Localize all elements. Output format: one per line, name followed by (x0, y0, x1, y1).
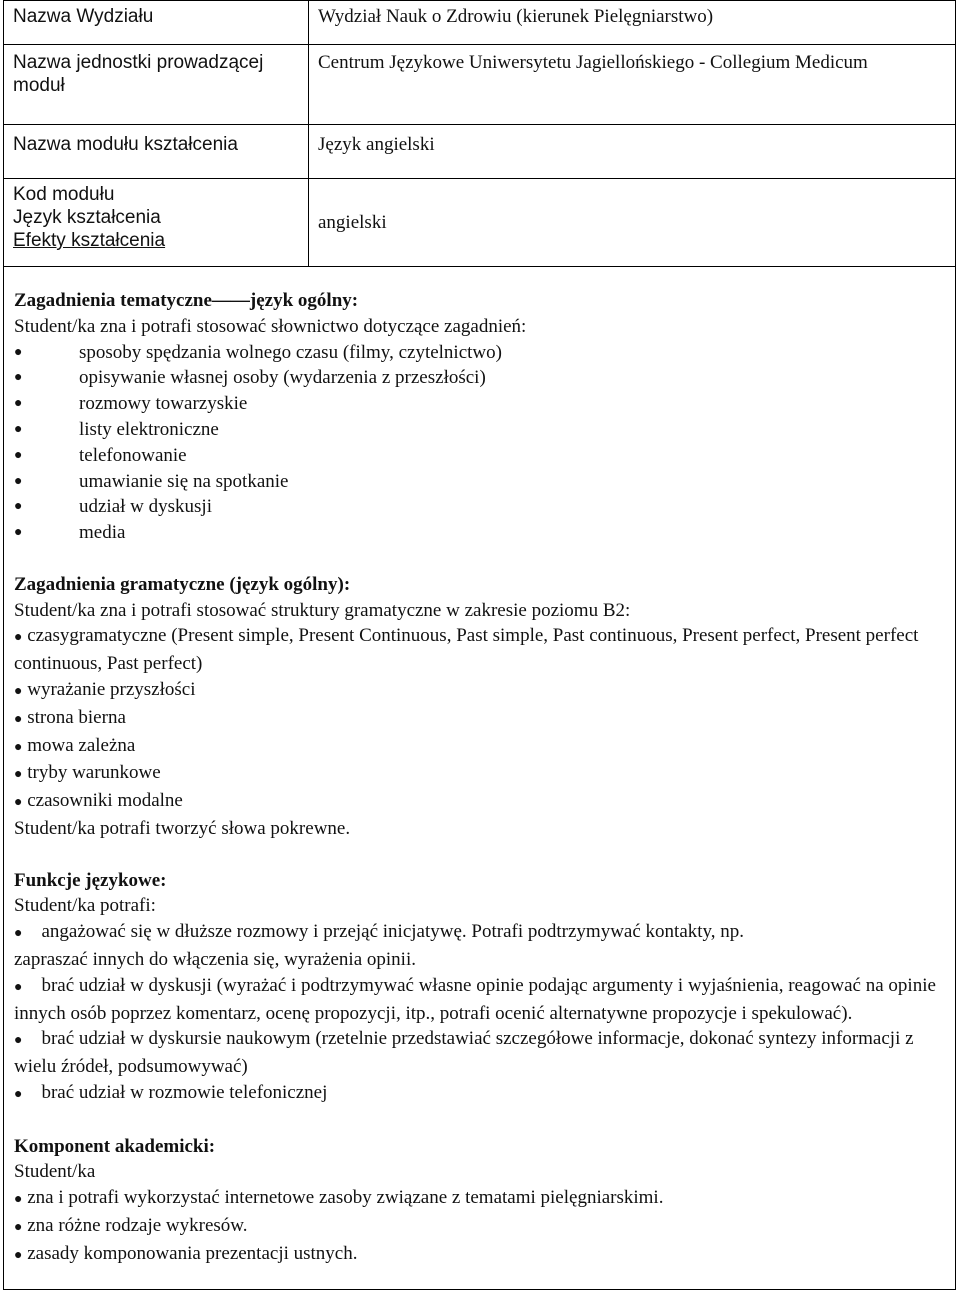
bullet-icon: ● (14, 396, 23, 412)
list-item-text: zna i potrafi wykorzystać internetowe zasoby związane z tematami pielęgniarskimi. (27, 1187, 664, 1209)
list-item (14, 677, 939, 705)
list-item-text: opisywanie własnej osoby (wydarzenia z przeszłości) (79, 367, 486, 389)
thematic-heading-part-b: język ogólny: (249, 290, 359, 311)
bullet-icon: ● (14, 344, 23, 360)
bullet-icon: ● (14, 1192, 23, 1208)
bullet-icon: ● (14, 1247, 23, 1263)
academic-heading: Komponent akademicki: (14, 1135, 216, 1157)
table-row (4, 1, 956, 45)
bullet-icon: ● (14, 525, 23, 541)
language-label: Język kształcenia (13, 207, 161, 228)
learning-outcomes-label: Efekty kształcenia (13, 230, 166, 251)
code-language-outcomes-label (4, 179, 309, 267)
list-item-text: mowa zależna (27, 734, 136, 756)
spacer (14, 1108, 939, 1134)
bullet-icon: ● (14, 795, 23, 811)
list-item-text: listy elektroniczne (79, 418, 219, 440)
grammar-intro: Student/ka zna i potrafi stosować struktury gramatyczne w zakresie poziomu B2: (14, 599, 631, 621)
table-row (4, 125, 956, 179)
bullet-icon: ● (14, 739, 23, 755)
list-item-text: media (79, 522, 126, 544)
list-item (14, 623, 939, 677)
list-item-text: angażować się w dłuższe rozmowy i przejąć inicjatywę. Potrafi podtrzymywać kontakty, np. (41, 921, 745, 943)
list-item-text: telefonowanie (79, 444, 187, 466)
list-item-text: czasygramatyczne (Present simple, Present Continuous, Past simple, Past continuous, Present perfect, Present perfect continuous, Past perfect) (14, 625, 919, 675)
list-item (14, 417, 939, 443)
thematic-heading: Zagadnienia tematyczne——język ogólny: (14, 290, 359, 311)
list-item (14, 1080, 939, 1108)
list-item (14, 443, 939, 469)
list-item (14, 973, 939, 1027)
list-item-text: brać udział w dyskursie naukowym (rzetelnie przedstawiać szczegółowe informacje, dokonać syntezy informacji z wielu źródeł, podsumowywać) (14, 1028, 914, 1078)
table-row (4, 45, 956, 125)
list-item-text: zasady komponowania prezentacji ustnych. (27, 1242, 358, 1264)
functions-heading: Funkcje językowe: (14, 869, 167, 891)
list-item-text: rozmowy towarzyskie (79, 393, 248, 415)
faculty-value: Wydział Nauk o Zdrowiu (kierunek Pielęgniarstwo) (309, 1, 956, 45)
bullet-icon: ● (14, 630, 23, 646)
list-item-text: zna różne rodzaje wykresów. (27, 1214, 248, 1236)
module-content (14, 288, 939, 1268)
list-item (14, 391, 939, 417)
table-row (4, 179, 956, 267)
list-item (14, 919, 939, 947)
list-item-text: czasowniki modalne (27, 790, 183, 812)
list-item (14, 469, 939, 495)
list-item-text: tryby warunkowe (27, 762, 161, 784)
thematic-heading-part-a: Zagadnienia tematyczne (14, 290, 212, 311)
list-item-text: udział w dyskusji (79, 496, 212, 518)
spacer (14, 842, 939, 868)
list-item (14, 760, 939, 788)
list-item (14, 520, 939, 546)
unit-value: Centrum Językowe Uniwersytetu Jagiellońskiego - Collegium Medicum (309, 45, 956, 125)
module-name-label: Nazwa modułu kształcenia (4, 125, 309, 179)
bullet-icon: ● (14, 767, 23, 783)
bullet-icon: ● (14, 926, 23, 942)
bullet-icon: ● (14, 499, 23, 515)
thematic-intro: Student/ka zna i potrafi stosować słownictwo dotyczące zagadnień: (14, 315, 527, 337)
bullet-icon: ● (14, 683, 23, 699)
module-code-label: Kod modułu (13, 184, 115, 205)
list-item (14, 733, 939, 761)
list-item (14, 340, 939, 366)
module-name-value: Język angielski (309, 125, 956, 179)
bullet-icon: ● (14, 370, 23, 386)
list-item-text: wyrażanie przyszłości (27, 678, 196, 700)
module-info-table (3, 0, 956, 267)
list-item (14, 365, 939, 391)
list-item (14, 1185, 939, 1213)
list-item (14, 1213, 939, 1241)
unit-label: Nazwa jednostki prowadzącej moduł (4, 45, 309, 125)
list-item-text: umawianie się na spotkanie (79, 470, 289, 492)
faculty-label: Nazwa Wydziału (4, 1, 309, 45)
list-item (14, 788, 939, 816)
bullet-icon: ● (14, 979, 23, 995)
list-item-text: sposoby spędzania wolnego czasu (filmy, czytelnictwo) (79, 341, 502, 363)
grammar-outro: Student/ka potrafi tworzyć słowa pokrewne. (14, 817, 351, 839)
language-value: angielski (309, 179, 956, 267)
academic-intro: Student/ka (14, 1161, 96, 1183)
list-item (14, 705, 939, 733)
list-item (14, 1241, 939, 1269)
list-item-text: brać udział w rozmowie telefonicznej (41, 1081, 328, 1103)
bullet-icon: ● (14, 1219, 23, 1235)
list-item-text: brać udział w dyskusji (wyrażać i podtrzymywać własne opinie podając argumenty i wyjaśnienia, reagować na opinie innych osób poprzez komentarz, ocenę propozycji, itp., potrafi ocenić alternatywne propozycje i spekulować). (14, 974, 936, 1024)
bullet-icon: ● (14, 1033, 23, 1049)
bullet-icon: ● (14, 473, 23, 489)
bullet-icon: ● (14, 447, 23, 463)
spacer (14, 546, 939, 572)
list-item (14, 1026, 939, 1080)
bullet-icon: ● (14, 1086, 23, 1102)
grammar-heading: Zagadnienia gramatyczne (język ogólny): (14, 573, 351, 595)
functions-intro: Student/ka potrafi: (14, 895, 156, 917)
bullet-icon: ● (14, 421, 23, 437)
list-item (14, 494, 939, 520)
bullet-icon: ● (14, 711, 23, 727)
list-item-text: strona bierna (27, 706, 126, 728)
list-item-continuation: zapraszać innych do włączenia się, wyrażenia opinii. (14, 948, 416, 970)
